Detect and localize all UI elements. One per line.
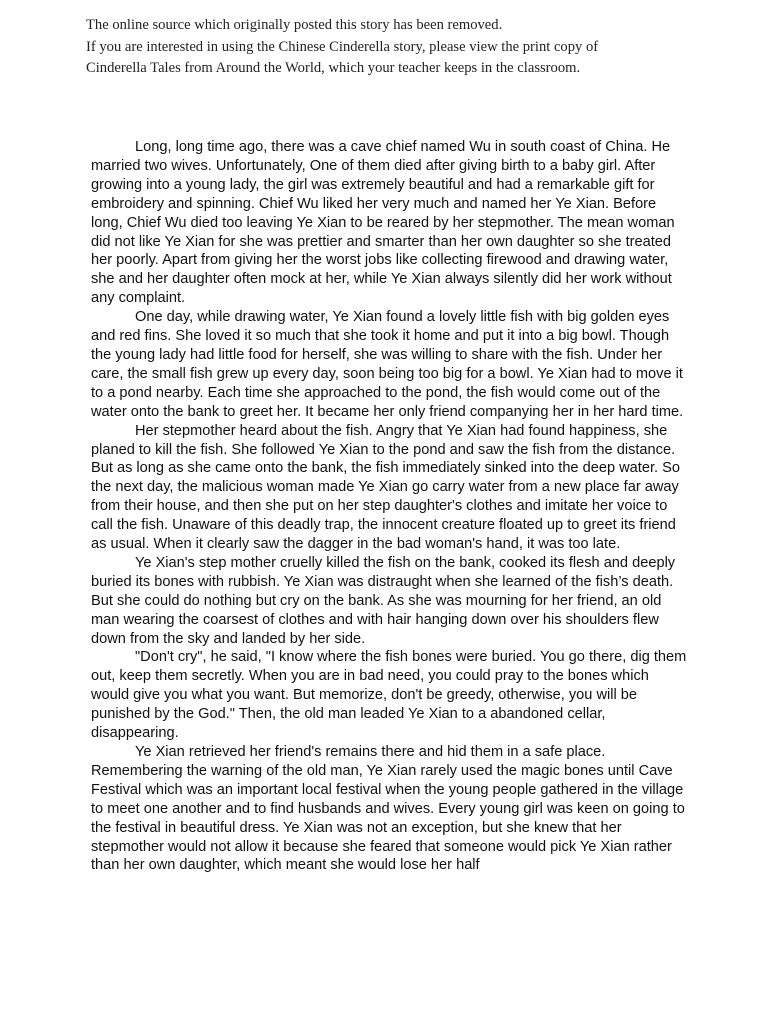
story-paragraph: Ye Xian's step mother cruelly killed the fish on the bank, cooked its flesh and deeply buried its bones with rubbish. Ye Xian was distraught when she learned of the fish’s death. But she could do nothing but cry on the bank. As she was mourning for her friend, an old man wearing the coarsest of clothes and with hair hanging down over his shoulders flew down from the sky and landed by her side. bbox=[91, 554, 676, 647]
story-paragraph: One day, while drawing water, Ye Xian found a lovely little fish with big golden eyes and red fins. She loved it so much that she took it home and put it into a big bowl. Though the young lady had little food for herself, she was willing to share with the fish. Under her care, the small fish grew up every day, soon being too big for a bowl. Ye Xian had to move it to a pond nearby. Each time she approached to the pond, the fish would come out of the water onto the bank to greet her. It became her only friend companying her in her hard time. bbox=[91, 309, 684, 420]
story-paragraph: "Don't cry", he said, "I know where the fish bones were buried. You go there, dig them out, keep them secretly. When you are in bad need, you could pray to the bones which would give you what you want. But memorize, don't be greedy, otherwise, you will be punished by the God." Then, the old man leaded Ye Xian to a abandoned cellar, disappearing. bbox=[91, 649, 687, 742]
notice-line: The online source which originally posted this story has been removed. bbox=[86, 17, 503, 33]
story-paragraph: Ye Xian retrieved her friend's remains there and hid them in a safe place. Remembering the warning of the old man, Ye Xian rarely used the magic bones until Cave Festival which was an important local festival when the young people gathered in the village to meet one another and to find husbands and wives. Every young girl was keen on going to the festival in beautiful dress. Ye Xian was not an exception, but she knew that her stepmother would not allow it because she feared that someone would pick Ye Xian rather than her own daughter, which meant she would lose her half bbox=[91, 744, 685, 874]
notice-line: If you are interested in using the Chinese Cinderella story, please view the print copy of bbox=[86, 38, 599, 55]
story-paragraph: Her stepmother heard about the fish. Angry that Ye Xian had found happiness, she planed to kill the fish. She followed Ye Xian to the pond and saw the fish from the distance. But as long as she came onto the bank, the fish immediately sinked into the deep water. So the next day, the malicious woman made Ye Xian go carry water from a new place far away from their house, and then she put on her step daughter's clothes and imitate her voice to call the fish. Unaware of this deadly trap, the innocent creature floated up to greet its friend as usual. When it clearly saw the dagger in the bad woman's hand, it was too late. bbox=[91, 422, 680, 553]
story-paragraph: Long, long time ago, there was a cave chief named Wu in south coast of China. He married two wives. Unfortunately, One of them died after giving birth to a baby girl. After growing into a young lady, the girl was extremely beautiful and had a remarkable gift for embroidery and spinning. Chief Wu liked her very much and named her Ye Xian. Before long, Chief Wu died too leaving Ye Xian to be reared by her stepmother. The mean woman did not like Ye Xian for she was prettier and smarter than her own daughter so she treated her poorly. Apart from giving her the worst jobs like collecting firewood and drawing water, she and her daughter often mock at her, while Ye Xian always silently did her work without any complaint. bbox=[91, 139, 675, 307]
story-body bbox=[91, 138, 691, 875]
removal-notice bbox=[86, 15, 726, 80]
notice-line: Cinderella Tales from Around the World, which your teacher keeps in the classroom. bbox=[86, 60, 581, 76]
